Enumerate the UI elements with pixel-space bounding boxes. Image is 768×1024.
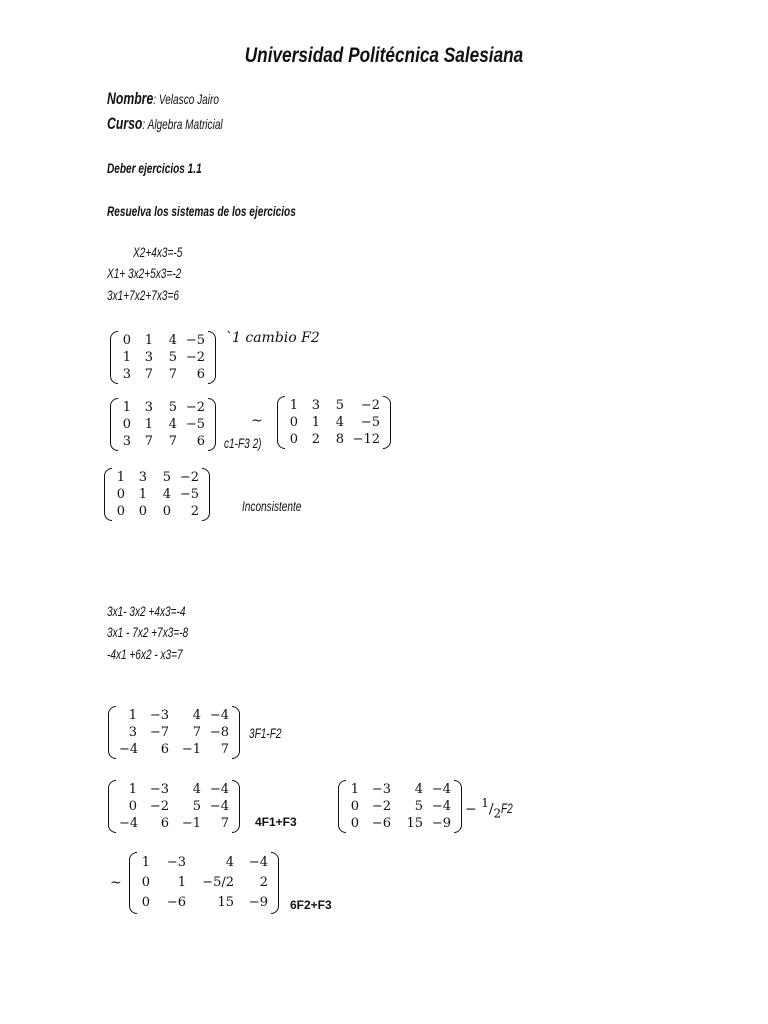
matrix-cell: 1	[144, 333, 153, 348]
matrix-cell: 1	[116, 470, 125, 485]
matrix-cell: −2	[185, 400, 205, 415]
ex1-matrix-2	[110, 398, 216, 451]
matrix-cell: −4	[431, 799, 451, 814]
matrix-cell: −6	[166, 895, 186, 910]
matrix-cell: −4	[248, 855, 268, 870]
matrix-cell: 1	[289, 398, 298, 413]
matrix-cell: 0	[141, 895, 150, 910]
nombre-value: : Velasco Jairo	[153, 91, 219, 107]
ex2-tilde: ~	[110, 875, 122, 891]
matrix-cell: 0	[350, 799, 359, 814]
matrix-cell: −2	[371, 799, 391, 814]
matrix-cell: 3	[138, 470, 147, 485]
matrix-cell: 1	[177, 875, 186, 890]
right-paren	[208, 331, 216, 384]
ex1-matrix-3	[277, 396, 391, 449]
left-paren	[104, 468, 112, 521]
matrix-cell: −5/2	[202, 875, 234, 890]
matrix-cell: −1	[181, 816, 201, 831]
matrix-cell: 4	[414, 782, 423, 797]
matrix-cell: 7	[168, 434, 177, 449]
matrix-cell: −4	[209, 799, 229, 814]
ex1-m2-op: c1-F3 2)	[224, 435, 262, 451]
right-paren	[202, 468, 210, 521]
ex2-equation-3: -4x1 +6x2 - x3=7	[107, 646, 183, 662]
op-numerator: 1	[481, 796, 489, 810]
left-paren	[129, 852, 137, 914]
matrix-cell: 5	[414, 799, 423, 814]
ex1-equation-3: 3x1+7x2+7x3=6	[107, 287, 180, 303]
matrix-cell: 6	[196, 367, 205, 382]
matrix-cell: −4	[209, 782, 229, 797]
matrix-cell: 4	[168, 333, 177, 348]
matrix-cell: 5	[162, 470, 171, 485]
matrix-cell: 2	[259, 875, 268, 890]
ex2-m2-op: 4F1+F3	[255, 815, 297, 829]
right-paren	[208, 398, 216, 451]
left-paren	[338, 780, 346, 833]
matrix-cell: 4	[192, 708, 201, 723]
matrix-cell: 3	[122, 434, 131, 449]
homework-instruction: Resuelva los sistemas de los ejercicios	[107, 203, 296, 219]
matrix-cell: 6	[196, 434, 205, 449]
left-paren	[277, 396, 285, 449]
matrix-cell: 3	[128, 725, 137, 740]
page-title: Universidad Politécnica Salesiana	[244, 44, 524, 67]
matrix-cell: 6	[160, 742, 169, 757]
matrix-cell: −4	[119, 816, 139, 831]
matrix-cell: −1	[181, 742, 201, 757]
ex2-m1-op: 3F1-F2	[249, 725, 282, 741]
matrix-cell: 0	[122, 417, 131, 432]
matrix-cell: 1	[141, 855, 150, 870]
matrix-cell: 5	[168, 350, 177, 365]
matrix-cell: 3	[122, 367, 131, 382]
right-paren	[232, 706, 240, 759]
matrix-cell: 2	[311, 432, 320, 447]
homework-title: Deber ejercicios 1.1	[107, 160, 202, 176]
matrix-cell: −2	[360, 398, 380, 413]
matrix-cell: 4	[225, 855, 234, 870]
matrix-cell: 3	[311, 398, 320, 413]
matrix-cell: 0	[141, 875, 150, 890]
matrix-cell: −4	[119, 742, 139, 757]
matrix-cell: 5	[335, 398, 344, 413]
matrix-cell: 0	[116, 487, 125, 502]
matrix-cell: 7	[144, 367, 153, 382]
matrix-cell: −3	[166, 855, 186, 870]
matrix-cell: 0	[116, 504, 125, 519]
matrix-cell: 1	[122, 350, 131, 365]
matrix-cell: −5	[360, 415, 380, 430]
matrix-cell: −5	[185, 417, 205, 432]
matrix-cell: 1	[128, 708, 137, 723]
matrix-cell: 0	[289, 415, 298, 430]
matrix-cell: 0	[128, 799, 137, 814]
matrix-cell: 8	[335, 432, 344, 447]
matrix-cell: 4	[168, 417, 177, 432]
ex2-matrix-3	[338, 780, 462, 833]
matrix-cell: 1	[350, 782, 359, 797]
matrix-cell: −6	[371, 816, 391, 831]
right-paren	[232, 780, 240, 833]
matrix-cell: 15	[406, 816, 423, 831]
matrix-cell: −9	[431, 816, 451, 831]
matrix-cell: −4	[209, 708, 229, 723]
matrix-cell: 1	[138, 487, 147, 502]
matrix-cell: 2	[190, 504, 199, 519]
left-paren	[108, 780, 116, 833]
ex2-equation-2: 3x1 - 7x2 +7x3=-8	[107, 624, 189, 640]
matrix-cell: 0	[122, 333, 131, 348]
matrix-cell: −2	[179, 470, 199, 485]
matrix-cell: 7	[168, 367, 177, 382]
matrix-cell: 0	[162, 504, 171, 519]
curso-line	[107, 114, 223, 134]
ex2-matrix-1	[108, 706, 240, 759]
matrix-cell: −2	[149, 799, 169, 814]
matrix-cell: 15	[217, 895, 234, 910]
matrix-cell: −5	[179, 487, 199, 502]
ex2-m4-op: 6F2+F3	[290, 898, 332, 912]
matrix-cell: −12	[352, 432, 380, 447]
ex2-equation-1: 3x1- 3x2 +4x3=-4	[107, 603, 186, 619]
ex1-matrix-1	[110, 331, 216, 384]
matrix-cell: 4	[335, 415, 344, 430]
matrix-cell: 7	[220, 742, 229, 757]
matrix-cell: 4	[192, 782, 201, 797]
left-paren	[110, 398, 118, 451]
op-suffix: F2	[501, 800, 513, 817]
ex2-matrix-2	[108, 780, 240, 833]
nombre-label: Nombre	[107, 89, 154, 108]
matrix-cell: 3	[144, 350, 153, 365]
matrix-cell: 7	[144, 434, 153, 449]
matrix-cell: −7	[149, 725, 169, 740]
nombre-line	[107, 89, 219, 109]
matrix-cell: −8	[209, 725, 229, 740]
matrix-cell: −4	[431, 782, 451, 797]
matrix-cell: 0	[289, 432, 298, 447]
matrix-cell: 5	[192, 799, 201, 814]
matrix-cell: 3	[144, 400, 153, 415]
matrix-cell: 1	[144, 417, 153, 432]
curso-label: Curso	[107, 114, 143, 133]
matrix-cell: 1	[311, 415, 320, 430]
matrix-cell: −2	[185, 350, 205, 365]
matrix-cell: −3	[371, 782, 391, 797]
matrix-cell: 0	[138, 504, 147, 519]
curso-value: : Algebra Matricial	[142, 116, 223, 132]
right-paren	[383, 396, 391, 449]
matrix-cell: 6	[160, 816, 169, 831]
matrix-cell: 1	[128, 782, 137, 797]
right-paren	[454, 780, 462, 833]
ex1-m1-note: `1 cambio F2	[225, 330, 320, 346]
op-denominator: 2	[493, 806, 502, 821]
frac-slash: /	[488, 801, 494, 818]
matrix-cell: 4	[162, 487, 171, 502]
matrix-cell: 0	[350, 816, 359, 831]
right-paren	[271, 852, 279, 914]
ex2-matrix-4	[129, 852, 279, 914]
ex1-result: Inconsistente	[242, 498, 302, 514]
left-paren	[108, 706, 116, 759]
matrix-cell: 1	[122, 400, 131, 415]
ex1-equation-2: X1+ 3x2+5x3=-2	[107, 265, 182, 281]
left-paren	[110, 331, 118, 384]
matrix-cell: −5	[185, 333, 205, 348]
ex1-tilde: ~	[251, 413, 263, 429]
matrix-cell: 7	[220, 816, 229, 831]
matrix-cell: −3	[149, 782, 169, 797]
matrix-cell: 7	[192, 725, 201, 740]
matrix-cell: 5	[168, 400, 177, 415]
ex1-matrix-4	[104, 468, 210, 521]
op-prefix: −	[465, 801, 482, 818]
ex1-equation-1: X2+4x3=-5	[133, 244, 183, 260]
matrix-cell: −9	[248, 895, 268, 910]
ex2-m3-op	[465, 796, 518, 821]
matrix-cell: −3	[149, 708, 169, 723]
